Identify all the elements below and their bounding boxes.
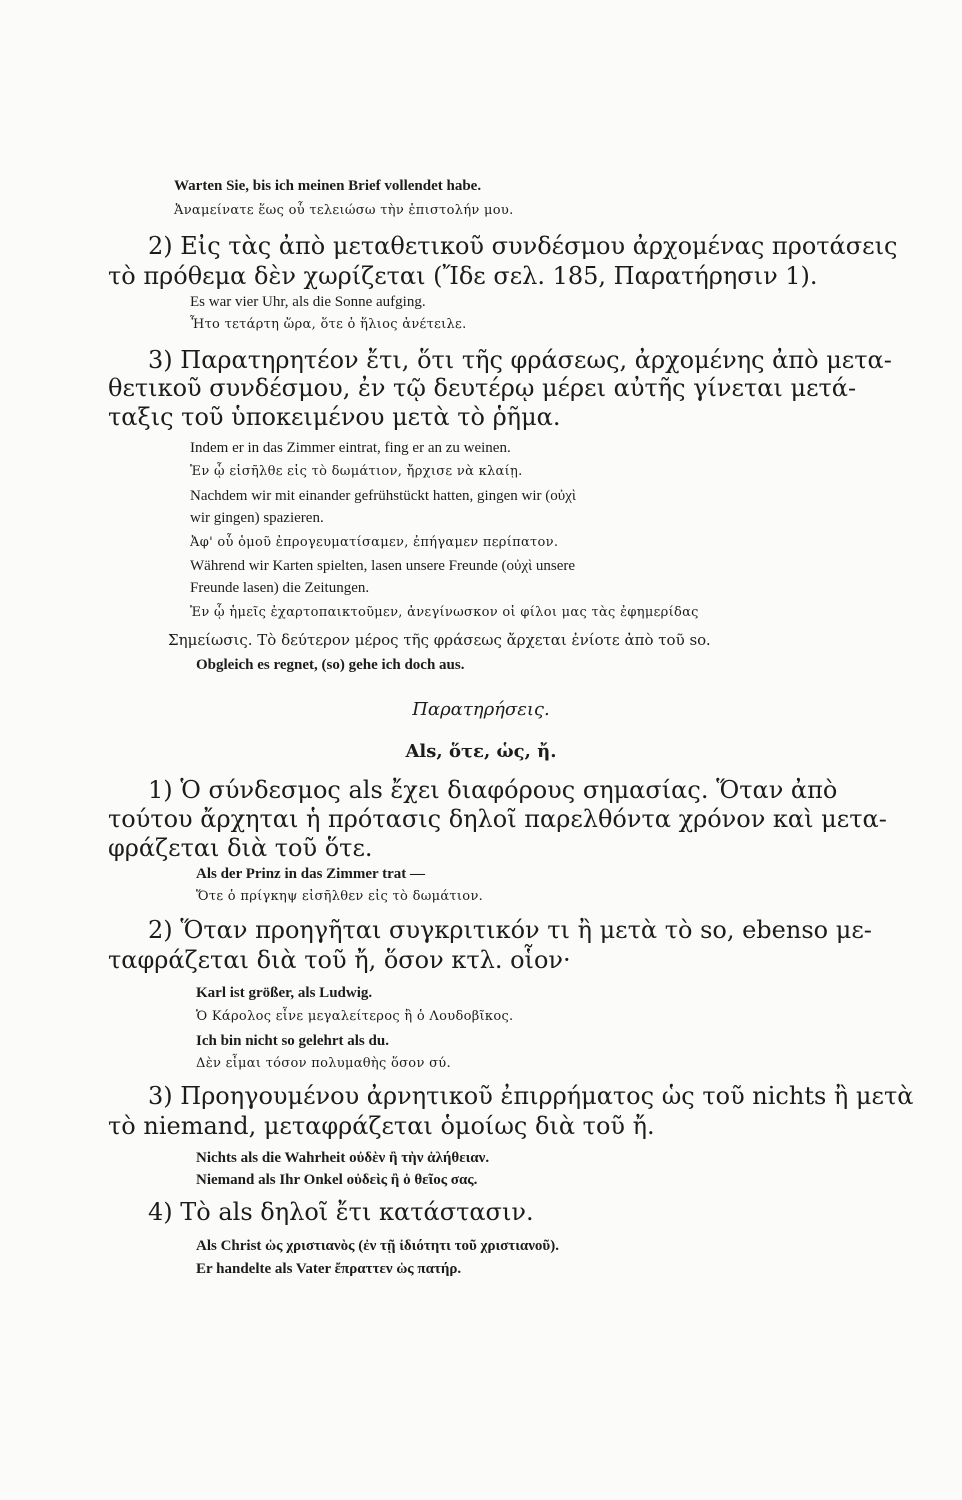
example-greek-8: Ὁ Κάρολος εἶνε μεγαλείτερος ἢ ὁ Λουδοβῖκος. bbox=[196, 1009, 514, 1024]
rule-3-line-1: 3) Παρατηρητέον ἔτι, ὅτι τῆς φράσεως, ἀρχομένης ἀπὸ μετα- bbox=[148, 346, 892, 374]
note-semeiosis: Σημείωσις. Τὸ δεύτερον μέρος τῆς φράσεως ἄρχεται ἐνίοτε ἀπὸ τοῦ so. bbox=[168, 631, 711, 649]
example-german-8: Karl ist größer, als Ludwig. bbox=[196, 985, 373, 1001]
example-german-5-line-1: Während wir Karten spielten, lasen unsere Freunde (οὐχὶ unsere bbox=[190, 558, 576, 574]
para-1-line-3: φράζεται διὰ τοῦ ὅτε. bbox=[108, 834, 373, 862]
para-2-line-1: 2) Ὅταν προηγῆται συγκριτικόν τι ἢ μετὰ τὸ so, ebenso με- bbox=[148, 916, 872, 944]
rule-3-line-2: θετικοῦ συνδέσμου, ἐν τῷ δευτέρῳ μέρει αὐτῆς γίνεται μετά- bbox=[108, 374, 857, 402]
example-greek-9: Δὲν εἶμαι τόσον πολυμαθὴς ὅσον σύ. bbox=[196, 1056, 451, 1071]
example-german-7: Als der Prinz in das Zimmer trat — bbox=[196, 866, 426, 882]
para-4-line-1: 4) Τὸ als δηλοῖ ἔτι κατάστασιν. bbox=[148, 1198, 534, 1226]
example-greek-3: Ἐν ᾧ εἰσῆλθε εἰς τὸ δωμάτιον, ἤρχισε νὰ κλαίῃ. bbox=[190, 464, 523, 479]
para-3-line-1: 3) Προηγουμένου ἀρνητικοῦ ἐπιρρήματος ὡς τοῦ nichts ἢ μετὰ bbox=[148, 1082, 914, 1110]
example-german-11: Niemand als Ihr Onkel οὐδεὶς ἢ ὁ θεῖος σας. bbox=[196, 1172, 478, 1188]
example-german-3: Indem er in das Zimmer eintrat, fing er an zu weinen. bbox=[190, 440, 511, 456]
example-greek-4: Ἀφ' οὗ ὁμοῦ ἐπρογευματίσαμεν, ἐπήγαμεν περίπατον. bbox=[190, 535, 559, 550]
example-german-12: Als Christ ὡς χριστιανὸς (ἐν τῇ ἰδιότητι τοῦ χριστιανοῦ). bbox=[196, 1238, 559, 1254]
example-german-6: Obgleich es regnet, (so) gehe ich doch aus. bbox=[196, 657, 465, 673]
example-german-4-line-1: Nachdem wir mit einander gefrühstückt hatten, gingen wir (οὐχὶ bbox=[190, 488, 576, 504]
para-1-line-1: 1) Ὁ σύνδεσμος als ἔχει διαφόρους σημασίας. Ὅταν ἀπὸ bbox=[148, 776, 838, 804]
rule-2-line-2: τὸ πρόθεμα δὲν χωρίζεται (Ἴδε σελ. 185, Παρατήρησιν 1). bbox=[108, 262, 818, 290]
example-german-10: Nichts als die Wahrheit οὐδὲν ἢ τὴν ἀλήθειαν. bbox=[196, 1150, 490, 1166]
example-german-1: Warten Sie, bis ich meinen Brief vollendet habe. bbox=[174, 178, 482, 194]
example-greek-1: Ἀναμείνατε ἕως οὗ τελειώσω τὴν ἐπιστολήν μου. bbox=[174, 203, 514, 218]
para-2-line-2: ταφράζεται διὰ τοῦ ἤ, ὅσον κτλ. οἷον· bbox=[108, 946, 571, 974]
example-greek-7: Ὅτε ὁ πρίγκηψ εἰσῆλθεν εἰς τὸ δωμάτιον. bbox=[196, 889, 484, 904]
rule-3-line-3: ταξις τοῦ ὑποκειμένου μετὰ τὸ ῥῆμα. bbox=[108, 403, 561, 431]
example-german-4-line-2: wir gingen) spazieren. bbox=[190, 510, 324, 526]
example-german-5-line-2: Freunde lasen) die Zeitungen. bbox=[190, 580, 370, 596]
example-german-9: Ich bin nicht so gelehrt als du. bbox=[196, 1033, 389, 1049]
para-1-line-2: τούτου ἄρχηται ἡ πρότασις δηλοῖ παρελθόντα χρόνον καὶ μετα- bbox=[108, 805, 887, 833]
rule-2-line-1: 2) Εἰς τὰς ἀπὸ μεταθετικοῦ συνδέσμου ἀρχομένας προτάσεις bbox=[148, 232, 898, 260]
para-3-line-2: τὸ niemand, μεταφράζεται ὁμοίως διὰ τοῦ ἤ. bbox=[108, 1112, 655, 1140]
example-greek-2: Ἦτο τετάρτη ὥρα, ὅτε ὁ ἥλιος ἀνέτειλε. bbox=[190, 317, 467, 332]
example-german-2: Es war vier Uhr, als die Sonne aufging. bbox=[190, 294, 426, 310]
section-heading-paratiriseis: Παρατηρήσεις. bbox=[412, 699, 550, 720]
section-subheading-als: Als, ὅτε, ὡς, ἤ. bbox=[405, 741, 557, 762]
example-german-13: Er handelte als Vater ἔπραττεν ὡς πατήρ. bbox=[196, 1261, 462, 1277]
example-greek-5: Ἐν ᾧ ἡμεῖς ἐχαρτοπαικτοῦμεν, ἀνεγίνωσκον οἱ φίλοι μας τὰς ἐφημερίδας bbox=[190, 605, 699, 620]
